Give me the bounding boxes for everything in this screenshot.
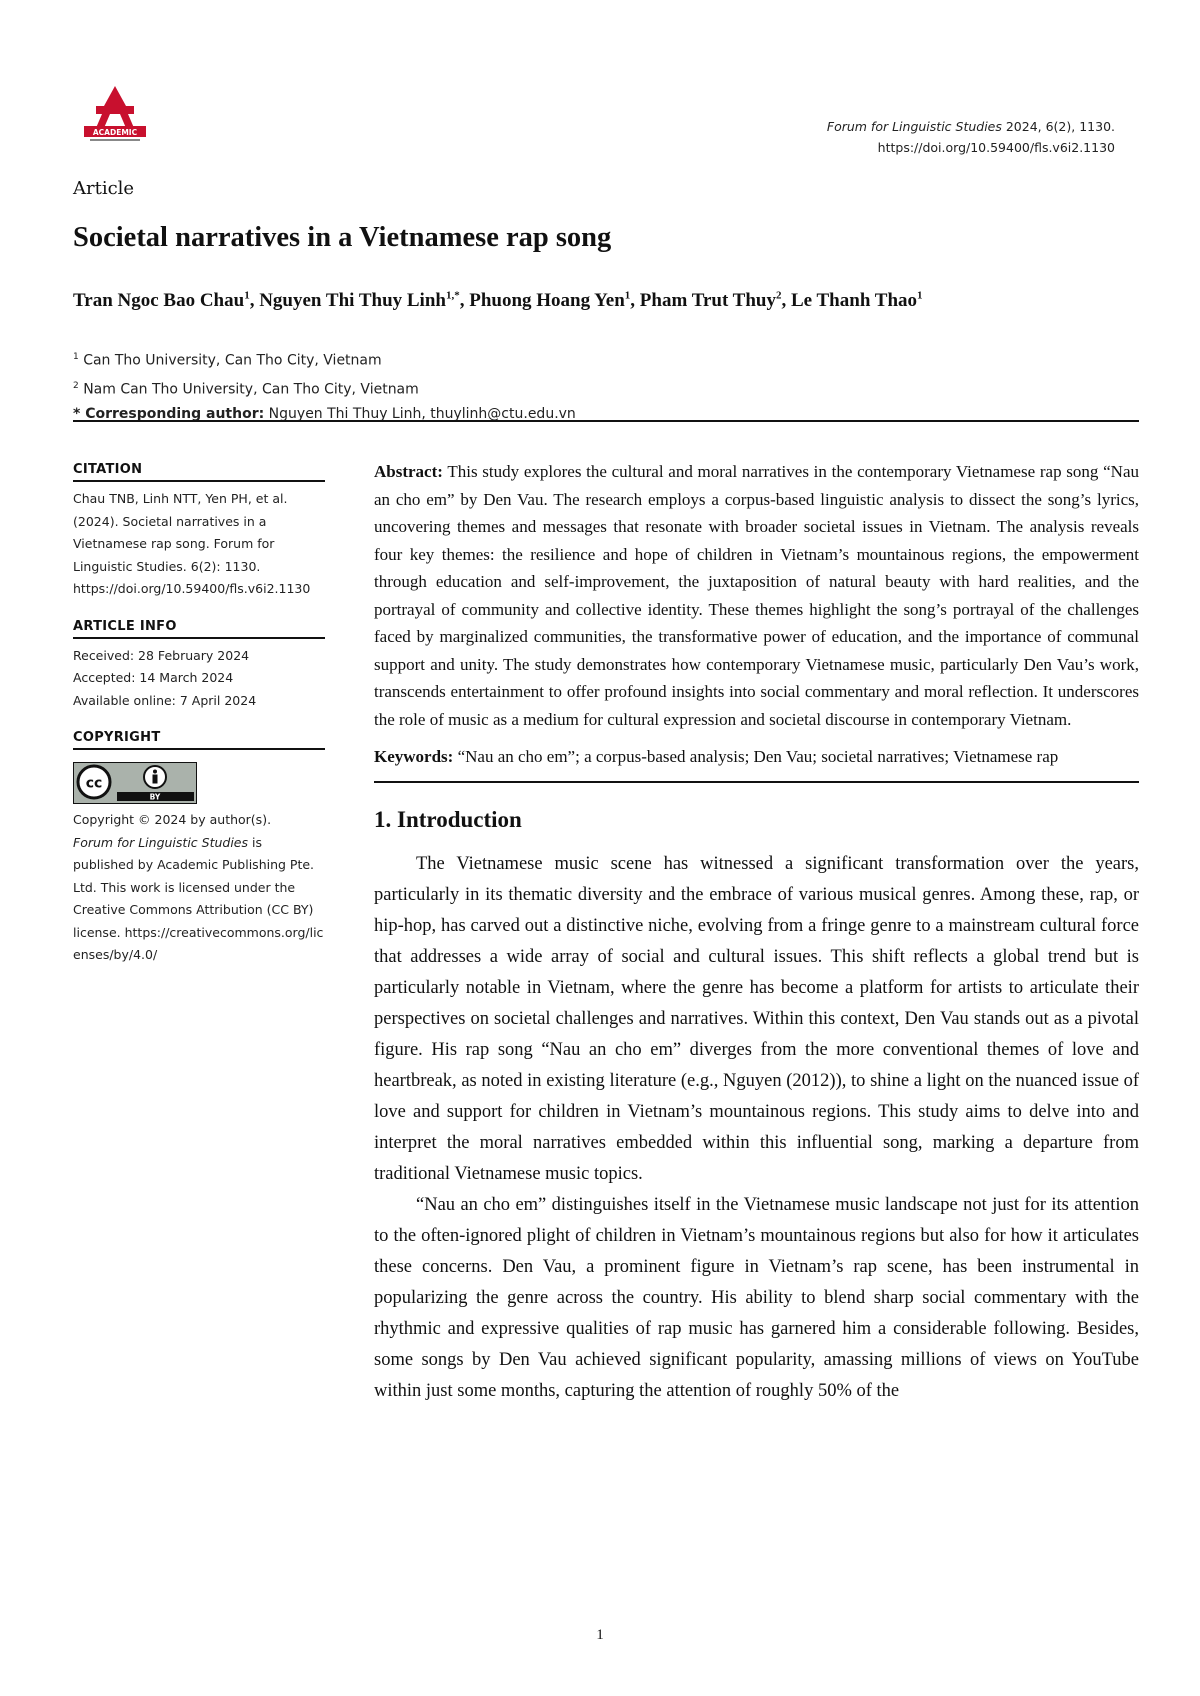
main-column: [374, 458, 1139, 1407]
paper-title: Societal narratives in a Vietnamese rap song: [73, 222, 612, 253]
author-name: Phuong Hoang Yen: [469, 290, 625, 311]
author-affiliation-mark: 2: [776, 289, 782, 302]
citation-text: Chau TNB, Linh NTT, Yen PH, et al. (2024). Societal narratives in a Vietnamese rap song. Forum for Linguistic Studies. 6(2): 1130. https://doi.org/10.59400/fls.v6i2.1130: [73, 491, 311, 596]
citation-heading: CITATION: [73, 462, 325, 482]
body-paragraph: “Nau an cho em” distinguishes itself in the Vietnamese music landscape not just for its attention to the often-ignored plight of children in Vietnam’s mountainous regions but also for how it articulates these concerns. Den Vau, a prominent figure in Vietnam’s rap scene, has been instrumental in popularizing the genre across the country. His ability to blend sharp social commentary with the rhythmic and expressive qualities of rap music has garnered him a considerable following. Besides, some songs by Den Vau achieved significant popularity, amassing millions of views on YouTube within just some months, capturing the attention of roughly 50% of the: [374, 1194, 1139, 1401]
article-type: Article: [73, 178, 135, 199]
article-info-heading: ARTICLE INFO: [73, 619, 325, 639]
author-affiliation-mark: 1: [624, 289, 631, 302]
article-sidebar: [73, 462, 325, 985]
abstract-divider: [374, 781, 1139, 783]
license-link[interactable]: https://creativecommons.org/licenses/by/4.0/: [73, 924, 324, 962]
abstract: [374, 458, 1139, 733]
copyright-section: [73, 730, 325, 967]
page-number: 1: [596, 1627, 604, 1643]
academic-publishing-logo: [82, 84, 148, 144]
corresponding-author: * Corresponding author: Nguyen Thi Thuy Linh, thuylinh@ctu.edu.vn: [73, 406, 576, 423]
abstract-text: This study explores the cultural and moral narratives in the contemporary Vietnamese rap song “Nau an cho em” by Den Vau. The research employs a corpus-based linguistic analysis to dissect the song’s lyrics, uncovering themes and messages that resonate with broader societal issues in Vietnam. The analysis reveals four key themes: the resilience and hope of children in Vietnam’s mountainous regions, the empowerment through education and self-improvement, the juxtaposition of natural beauty with hard realities, and the portrayal of community and collective identity. These themes highlight the song’s portrayal of the challenges faced by marginalized communities, the transformative power of education, and the importance of communal support and unity. The study demonstrates how contemporary Vietnamese music, particularly Den Vau’s work, transcends entertainment to offer profound insights into social commentary and moral reflection. It underscores the role of music as a medium for cultural expression and societal discourse in contemporary Vietnam.: [374, 462, 1139, 729]
keywords-label: Keywords:: [374, 747, 454, 766]
author-name: Le Thanh Thao: [791, 290, 918, 311]
keywords-text: “Nau an cho em”; a corpus-based analysis; Den Vau; societal narratives; Vietnamese rap: [453, 747, 1059, 766]
author-list: Tran Ngoc Bao Chau$^1$, Nguyen Thi Thuy Linh$^{1,*}$, Phuong Hoang Yen$^1$, Pham Trut Thuy$^2$, Le Thanh Thao$^1$: [73, 289, 923, 311]
received-date: Received: 28 February 2024: [73, 647, 250, 663]
accepted-date: Accepted: 14 March 2024: [73, 670, 234, 685]
affiliations: [73, 345, 576, 427]
abstract-label: Abstract:: [374, 462, 443, 481]
svg-text:BY: BY: [149, 792, 161, 802]
journal-reference: [827, 116, 1115, 158]
journal-citation: 2024, 6(2), 1130.: [1001, 119, 1115, 134]
author-name: Tran Ngoc Bao Chau: [73, 290, 245, 311]
online-date: Available online: 7 April 2024: [73, 692, 257, 708]
copyright-line: Copyright © 2024 by author(s).: [73, 812, 272, 827]
keywords: [374, 743, 1139, 771]
header-divider: [73, 420, 1139, 422]
article-info-section: [73, 619, 325, 713]
cc-by-license-icon[interactable]: [73, 762, 197, 804]
author-affiliation-mark: 1: [917, 289, 923, 302]
body-paragraph: The Vietnamese music scene has witnessed a significant transformation over the years, particularly in its thematic diversity and the embrace of various musical genres. Among these, rap, or hip-hop, has carved out a distinctive niche, evolving from a fringe genre to a mainstream cultural force that addresses a wide array of social and cultural issues. This shift reflects a global trend but is particularly notable in Vietnam, where the genre has become a platform for artists to articulate their perspectives on societal challenges and narratives. Within this context, Den Vau stands out as a pivotal figure. His rap song “Nau an cho em” diverges from the more conventional themes of love and heartbreak, as noted in existing literature (e.g., Nguyen (2012)), to shine a light on the nuanced issue of love and support for children in Vietnam’s mountainous regions. This study aims to delve into and interpret the moral narratives embedded within this influential song, marking a departure from traditional Vietnamese music topics.: [374, 853, 1139, 1184]
section-heading: 1. Introduction: [374, 806, 522, 832]
author-affiliation-mark: 1: [244, 289, 250, 302]
citation-section: [73, 462, 325, 601]
copyright-heading: COPYRIGHT: [73, 730, 325, 750]
affiliation-item: $^2$ Nam Can Tho University, Can Tho City, Vietnam: [73, 380, 419, 398]
affiliation-item: $^1$ Can Tho University, Can Tho City, Vietnam: [73, 352, 382, 369]
copyright-statement: Forum for Linguistic Studies is published by Academic Publishing Pte. Ltd. This work is licensed under the Creative Commons Attribution (CC BY) license. https://creativecommons.org/licenses/by/4.0/: [73, 834, 324, 962]
svg-text:cc: cc: [85, 775, 103, 792]
logo-text: ACADEMIC: [92, 128, 138, 137]
journal-name: Forum for Linguistic Studies: [826, 119, 1002, 134]
author-name: Pham Trut Thuy: [639, 290, 776, 311]
header-doi[interactable]: https://doi.org/10.59400/fls.v6i2.1130: [877, 140, 1115, 155]
author-affiliation-mark: 1,*: [445, 289, 460, 302]
author-name: Nguyen Thi Thuy Linh: [259, 290, 446, 311]
